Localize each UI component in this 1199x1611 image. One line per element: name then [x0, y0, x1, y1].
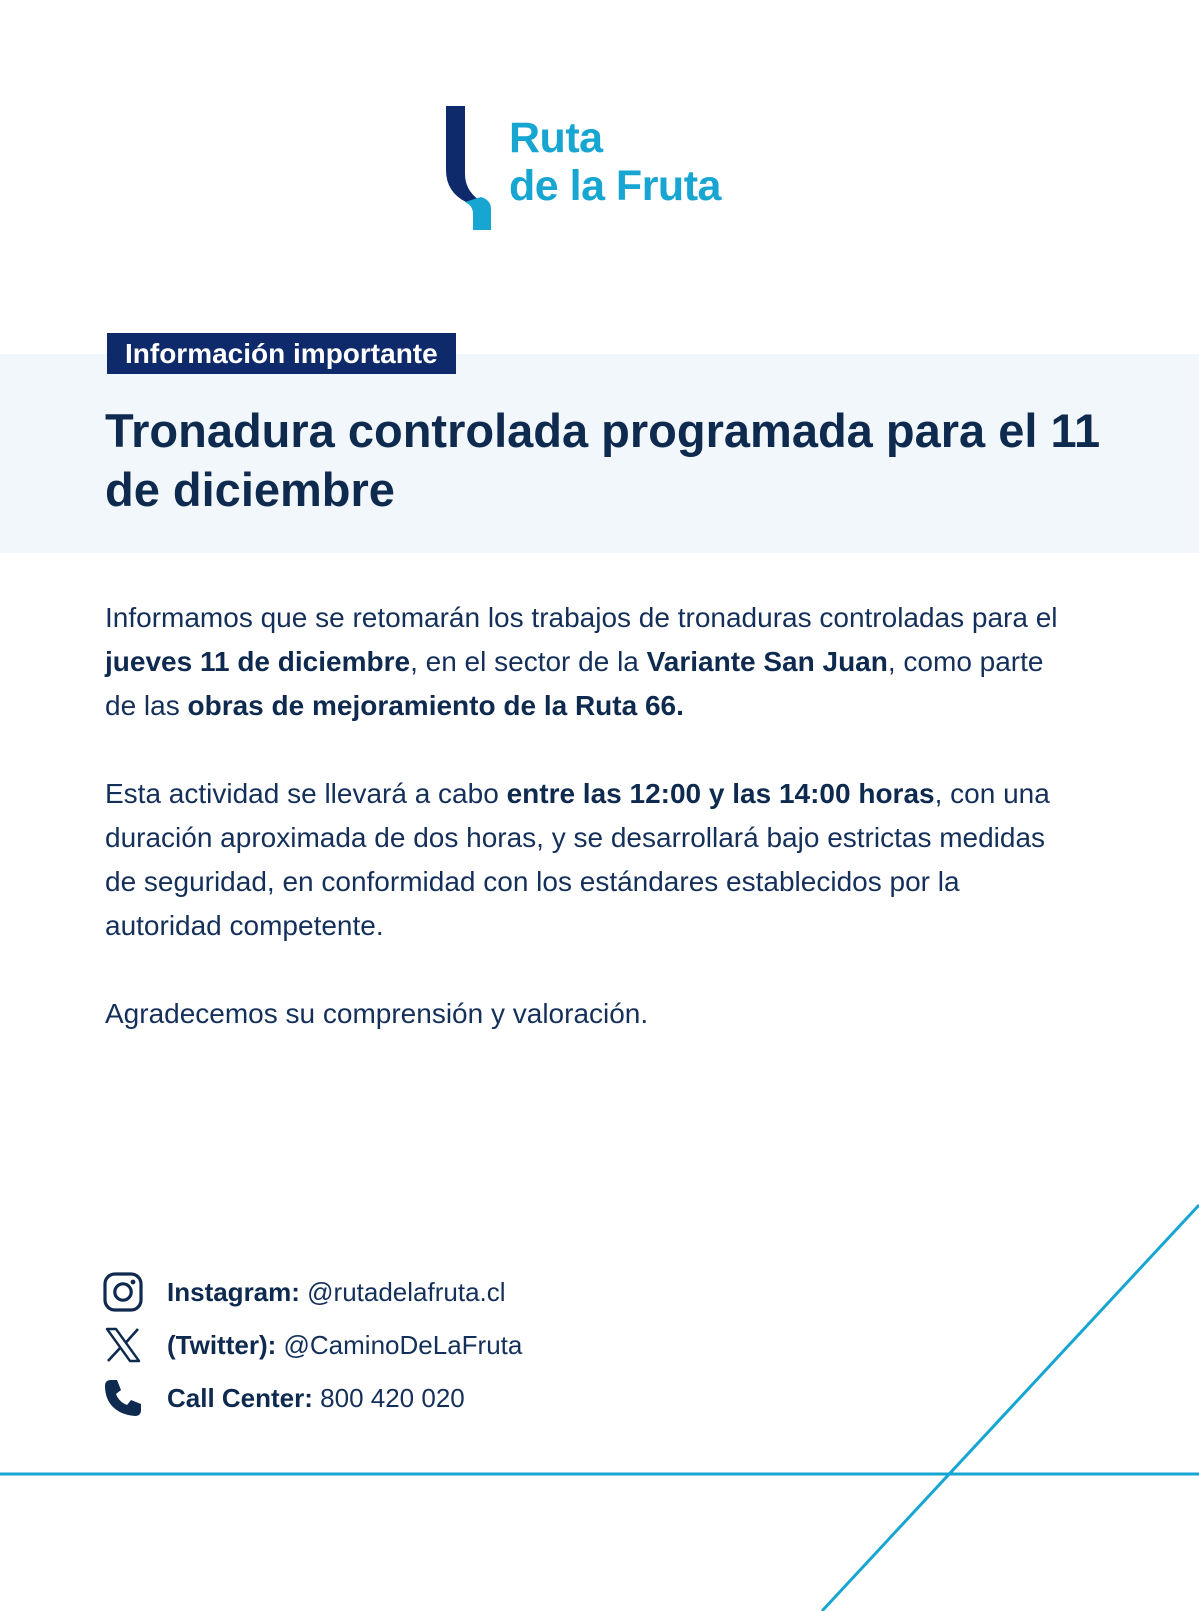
contact-value[interactable]: @rutadelafruta.cl	[307, 1277, 506, 1307]
contact-label: Call Center:	[167, 1383, 313, 1413]
contact-instagram-text	[167, 1276, 506, 1308]
body-segment: Agradecemos su comprensión y valoración.	[105, 998, 649, 1029]
body-emphasis: obras de mejoramiento de la Ruta 66.	[187, 690, 684, 721]
body-text	[105, 596, 1065, 1036]
body-paragraph	[105, 772, 1065, 948]
body-emphasis: jueves 11 de diciembre	[105, 646, 411, 677]
body-segment: , con una duración aproximada de dos horas, y se desarrollará bajo estrictas medidas de seguridad, en conformidad con los estándares establecidos por la autoridad competente.	[105, 778, 1050, 941]
page-title: Tronadura controlada programada para el 11 de diciembre	[105, 404, 1101, 516]
body-paragraph	[105, 596, 1065, 728]
brand-mark-icon	[446, 106, 491, 230]
contact-instagram[interactable]	[103, 1272, 703, 1325]
contact-value[interactable]: 800 420 020	[320, 1383, 465, 1413]
body-segment: , en el sector de la	[410, 646, 647, 677]
phone-icon	[103, 1378, 143, 1418]
brand-line-1: Ruta	[509, 114, 603, 162]
contact-twitter-text	[167, 1329, 522, 1361]
info-badge: Información importante	[107, 333, 456, 374]
instagram-icon	[103, 1272, 143, 1312]
contact-callcenter[interactable]	[103, 1378, 703, 1431]
brand-logo	[446, 106, 766, 230]
contact-label: Instagram:	[167, 1277, 300, 1307]
brand-line-2: de la Fruta	[509, 162, 721, 210]
x-twitter-icon	[103, 1325, 143, 1365]
body-paragraph	[105, 992, 1065, 1036]
contact-list	[103, 1272, 703, 1431]
body-segment: , como parte de las	[105, 646, 1044, 721]
body-emphasis: Variante San Juan	[646, 646, 888, 677]
contact-twitter[interactable]	[103, 1325, 703, 1378]
contact-callcenter-text	[167, 1382, 465, 1414]
brand-name	[509, 114, 721, 210]
contact-label: (Twitter):	[167, 1330, 277, 1360]
body-segment: Esta actividad se llevará a cabo	[105, 778, 507, 809]
contact-value[interactable]: @CaminoDeLaFruta	[283, 1330, 523, 1360]
body-emphasis: entre las 12:00 y las 14:00 horas	[506, 778, 935, 809]
body-segment: Informamos que se retomarán los trabajos de tronaduras controladas para el	[105, 602, 1058, 633]
